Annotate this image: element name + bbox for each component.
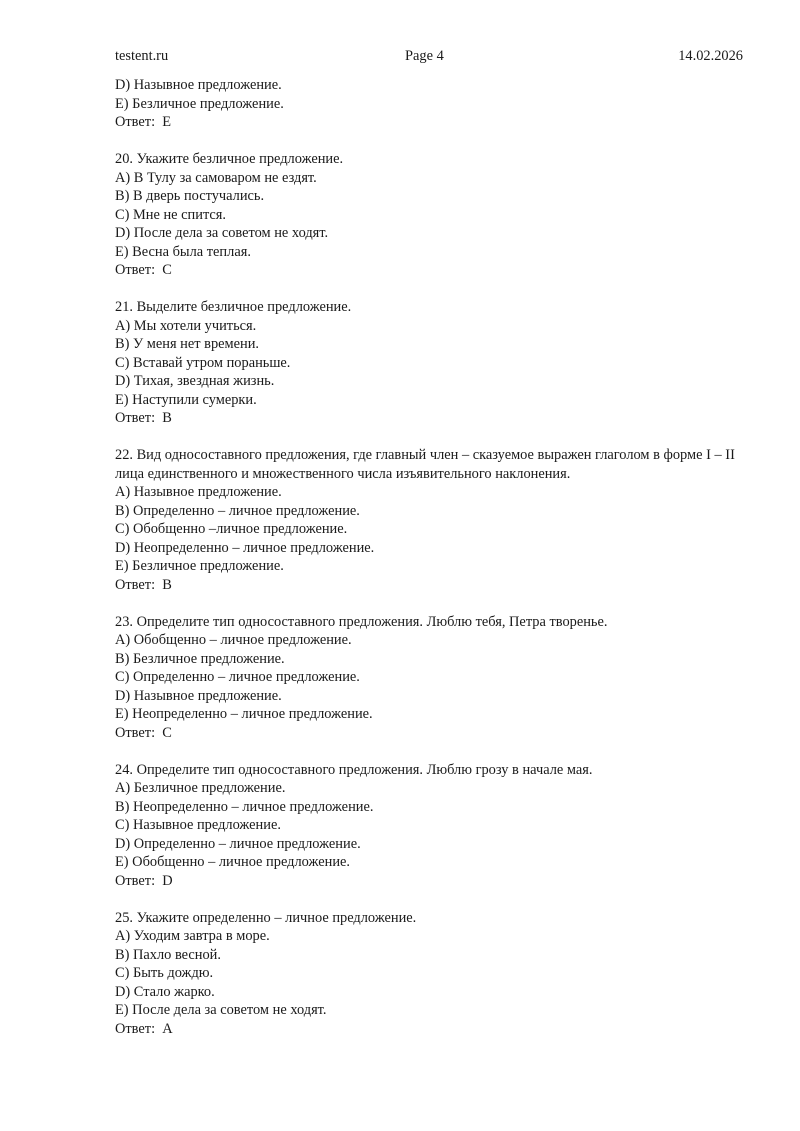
option-line: E) Неопределенно – личное предложение. — [115, 706, 373, 722]
question-text: 20. Укажите безличное предложение. — [115, 151, 344, 167]
option-line: C) Вставай утром пораньше. — [115, 354, 291, 371]
option-line: B) В дверь постучались. — [115, 188, 265, 204]
answer-line: Ответ: B — [115, 410, 172, 426]
question-text: 24. Определите тип односоставного предложения. Люблю грозу в начале мая. — [115, 761, 593, 778]
block-gap — [115, 428, 743, 447]
option-line: E) После дела за советом не ходят. — [115, 1002, 327, 1018]
option-line: B) Пахло весной. — [115, 946, 221, 963]
question-block — [115, 298, 743, 428]
answer-line: Ответ: C — [115, 724, 172, 741]
option-line: E) Наступили сумерки. — [115, 391, 257, 408]
answer-line: Ответ: B — [115, 576, 172, 593]
question-block — [115, 613, 743, 743]
block-gap — [115, 280, 743, 299]
option-line: A) Уходим завтра в море. — [115, 928, 270, 944]
question-text: 22. Вид односоставного предложения, где главный член – сказуемое выражен глаголом в форме I – II лица единственного и множественного числа изъявительного наклонения. — [115, 447, 735, 482]
option-line: C) Мне не спится. — [115, 206, 227, 223]
carryover-block — [115, 76, 743, 132]
question-block — [115, 761, 743, 891]
question-block — [115, 909, 743, 1039]
option-line: B) Неопределенно – личное предложение. — [115, 798, 374, 815]
option-line: C) Назывное предложение. — [115, 817, 281, 833]
option-line: E) Обобщенно – личное предложение. — [115, 854, 351, 870]
answer-line: Ответ: E — [115, 114, 172, 130]
option-line: D) Неопределенно – личное предложение. — [115, 539, 375, 556]
question-text: 21. Выделите безличное предложение. — [115, 299, 352, 315]
option-line: A) Обобщенно – личное предложение. — [115, 632, 352, 648]
option-line: D) Определенно – личное предложение. — [115, 835, 361, 852]
option-line: C) Быть дождю. — [115, 965, 214, 981]
block-gap — [115, 132, 743, 151]
question-list — [115, 132, 743, 1039]
question-text: 23. Определите тип односоставного предложения. Люблю тебя, Петра творенье. — [115, 613, 608, 630]
block-gap — [115, 594, 743, 613]
answer-line: Ответ: A — [115, 1020, 173, 1037]
document-body — [115, 76, 743, 1038]
page-header — [115, 48, 743, 68]
option-line: B) У меня нет времени. — [115, 336, 260, 352]
option-line: E) Безличное предложение. — [115, 95, 284, 112]
block-gap — [115, 890, 743, 909]
option-line: E) Весна была теплая. — [115, 243, 251, 260]
question-text: 25. Укажите определенно – личное предложение. — [115, 909, 417, 926]
option-line: D) Назывное предложение. — [115, 77, 282, 93]
option-line: D) Стало жарко. — [115, 983, 215, 1000]
option-line: A) Безличное предложение. — [115, 780, 286, 796]
option-line: D) После дела за советом не ходят. — [115, 225, 329, 241]
option-line: A) Мы хотели учиться. — [115, 317, 257, 334]
option-line: A) В Тулу за самоваром не ездят. — [115, 169, 317, 186]
page-number: Page 4 — [405, 48, 444, 64]
option-line: B) Определенно – личное предложение. — [115, 502, 360, 519]
option-line: D) Тихая, звездная жизнь. — [115, 373, 275, 389]
option-line: C) Обобщенно –личное предложение. — [115, 521, 348, 537]
option-line: E) Безличное предложение. — [115, 558, 284, 574]
site-name: testent.ru — [115, 48, 169, 64]
option-line: C) Определенно – личное предложение. — [115, 669, 360, 685]
question-block — [115, 150, 743, 280]
option-line: D) Назывное предложение. — [115, 687, 282, 704]
option-line: A) Назывное предложение. — [115, 484, 282, 500]
block-gap — [115, 742, 743, 761]
option-line: B) Безличное предложение. — [115, 650, 285, 667]
answer-line: Ответ: D — [115, 872, 173, 889]
question-block — [115, 446, 743, 594]
answer-line: Ответ: C — [115, 262, 172, 278]
header-date: 14.02.2026 — [678, 48, 743, 64]
